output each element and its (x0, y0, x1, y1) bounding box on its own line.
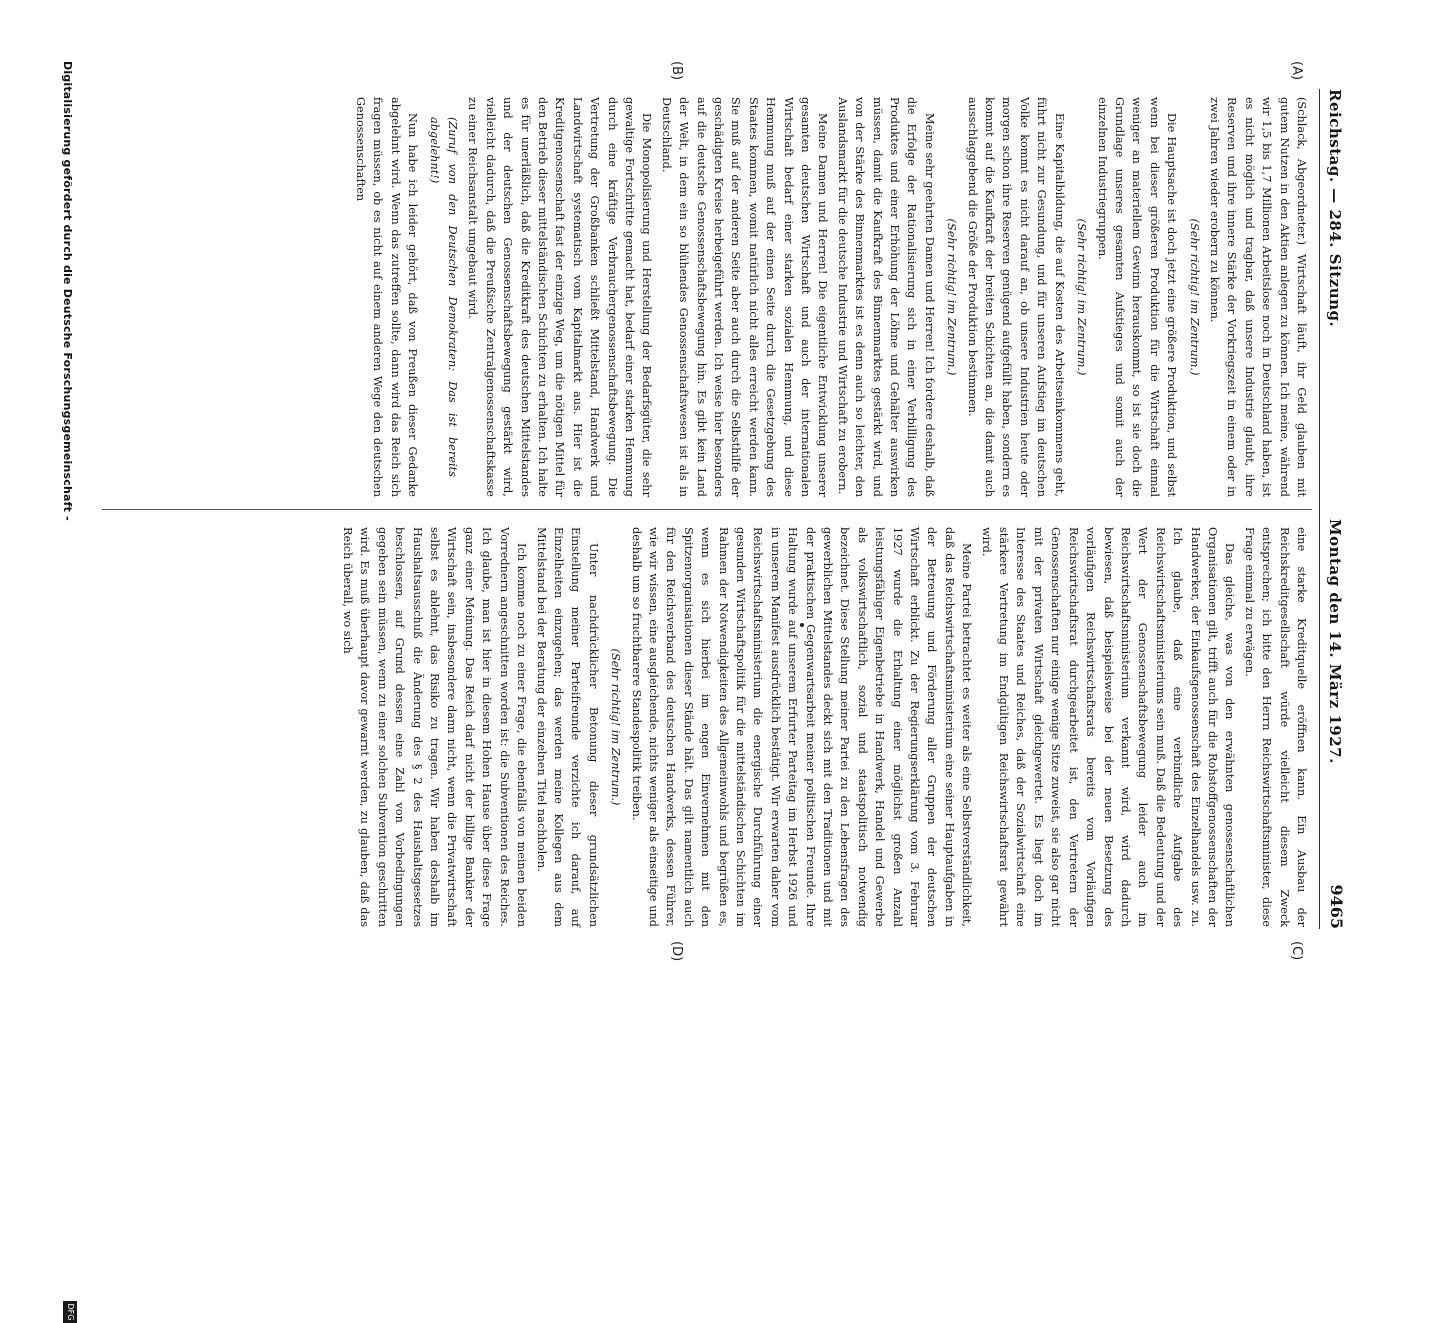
paragraph: Die Hauptsache ist doch jetzt eine größere Produktion, und selbst wenn bei dieser größeren Produktion für die Wirtschaft einmal weniger an materiellem Gewinn herauskommt, so ist sie doch die Grundlage unseres gesamten Aufstieges und somit auch der einzelnen Industriegruppen. (1095, 97, 1179, 497)
interjection: (Zuruf von den Deutschen Demokraten: Das ist bereits abgelehnt!) (428, 117, 459, 477)
margin-mark-b: (B) (669, 61, 684, 81)
paragraph: (Schlack, Abgeordneter.) Wirtschaft läuft, ihr Geld glauben mit gutem Nutzen in den Aktien anlegen zu können. Ich meine, während wir 1,5 bis 1,7 Millionen Arbeitslose noch in Deutschland haben, ist es nicht möglich und tragbar, daß unsere Industrie glaubt, ihre Reserven und ihre innere Stärke der Vorkriegszeit in einem oder in zwei Jahren wieder erobern zu können. (1207, 97, 1308, 497)
interjection: (Sehr richtig! im Zentrum.) (1187, 218, 1201, 376)
margin-mark-d: (D) (669, 941, 684, 962)
margin-mark-a: (A) (1289, 61, 1304, 81)
header-date: Montag den 14. März 1927. (1326, 519, 1344, 764)
left-column (349, 97, 1310, 497)
scanned-page (40, 23, 1374, 1321)
interjection: (Sehr richtig! im Zentrum.) (609, 648, 623, 806)
paragraph: Das gleiche, was von den erwähnten genossenschaftlichen Organisationen gilt, trifft auch für die Rohstoffgenossenschaften der Handwerker, der Einkaufsgenossenschaft des Einzelhandels usw. zu. Ich glaube, daß eine verbindliche Aufgabe des Reichswirtschaftsministeriums sein muß. Daß die Bedeutung und der Wert der Genossenschaftsbewegung leider auch im Reichswirtschaftsministerium verkannt wird, wird dadurch bewiesen, daß beispielsweise bei der neuen Besetzung des vorläufigen Reichswirtschaftsrats bereits vom Vorläufigen Reichswirtschaftsrat durchgearbeitet ist, den Vertretern der Genossenschaften nur einige wenige Sitze zuweist, sie also gar nicht mit der privaten Wirtschaft gleichgewertet. Es liegt doch im Interesse des Staates und Reiches, daß der Sozialwirtschaft eine stärkere Vertretung im Endgültigen Reichswirtschaftsrat gewährt wird. (979, 527, 1237, 927)
paragraph: Meine Partei betrachtet es weiter als eine Selbstverständlichkeit, daß das Reichswirtschaftsministerium eine seiner Hauptaufgaben in der Betreuung und Förderung aller Gruppen der deutschen Wirtschaft erblickt. Zu der Regierungserklärung vom 3. Februar 1927 wurde die Erhaltung einer möglichst großen Anzahl leistungsfähiger Eigenbetriebe in Handwerk, Handel und Gewerbe als volkswirtschaftlich, sozial und staatspolitisch notwendig bezeichnet. Diese Stellung meiner Partei zu den Lebensfragen des gewerblichen Mittelstandes deckt sich mit den Traditionen und mit der praktischen Gegenwartsarbeit meiner politischen Freunde. Ihre Haltung wurde auf unserem Erfurter Parteitag im Herbst 1926 und in unserem Manifest ausdrücklich bestätigt. Wir erwarten daher vom Reichswirtschaftsministerium die energische Durchführung einer gesunden Wirtschaftspolitik für die mittelständischen Schichten im Rahmen der Notwendigkeiten des Allgemeinwohls und begrüßen es, wenn es sich hierbei im engen Einvernehmen mit den Spitzenorganisationen dieser Stände hält. Das gilt namentlich auch für den Reichsverband des deutschen Handwerks, dessen Führer, wie wir wissen, eine ausgleichende, nichts weniger als einseitige und deshalb um so fruchtbarere Standespolitik treiben. (629, 527, 974, 927)
page-number: 9465 (1327, 884, 1346, 929)
paragraph: Meine Damen und Herren! Die eigentliche Entwicklung unserer gesamten deutschen Wirtschaft und auch der internationalen Wirtschaft bedarf einer starken sozialen Hemmung, und diese Hemmung muß auf der einen Seite durch die Gesetzgebung des Staates kommen, womit natürlich nicht alles erreicht werden kann. Sie muß auf der anderen Seite aber auch durch die Selbsthilfe der geschädigten Kreise herbeigeführt werden. Ich weise hier besonders auf die deutsche Genossenschaftsbewegung hin. Es gibt kein Land der Welt, in dem ein so blühendes Genossenschaftswesen ist als in Deutschland. (659, 97, 830, 497)
paragraph: Meine sehr geehrten Damen und Herren! Ich fordere deshalb, daß die Erfolge der Rationalisierung sich in einer Verbilligung des Produktes und einer Erhöhung der Löhne und Gehälter auswirken müssen, damit die Kaufkraft des Binnenmarktes gestärkt wird, und von der Stärke des Binnenmarktes ist es denn auch so leichter, den Auslandsmarkt für die deutsche Industrie und Wirtschaft zu erobern. (835, 97, 936, 497)
scan-speck (800, 623, 804, 627)
right-column (337, 527, 1310, 927)
dfg-logo-icon: DFG (63, 1301, 77, 1323)
header-rule (1319, 89, 1320, 929)
header-left-title: Reichstag. — 284. Sitzung. (1326, 89, 1344, 328)
paragraph: eine starke Kreditquelle eröffnen kann. Ein Ausbau der Reichskreditgesellschaft würde vielleicht diesem Zweck entsprechen; ich bitte den Herrn Reichswirtschaftsminister, diese Frage einmal zu erwägen. (1242, 527, 1308, 927)
paragraph: Ich komme noch zu einer Frage, die ebenfalls von meinen beiden Vorrednern angeschnitten worden ist: die Subventionen des Reiches. Ich glaube, man ist hier in diesem Hohen Hause über diese Frage ganz einer Meinung. Das Reich darf nicht der billige Bankier der Wirtschaft sein, insbesondere dann nicht, wenn die Privatwirtschaft selbst es ablehnt, das Risiko zu tragen. Wir haben deshalb im Haushaltsausschuß die Änderung des § 2 des Haushaltsgesetzes beschlossen, auf Grund dessen eine Zahl von Vorbedingungen gegeben sein müssen, wenn zu einer solchen Subvention geschritten wird. Es muß überhaupt davor gewarnt werden, zu glauben, daß das Reich überall, wo sich (341, 527, 529, 927)
paragraph: Die Monopolisierung und Herstellung der Bedarfsgüter, die sehr gewaltige Fortschritte gemacht hat, bedarf einer starken Hemmung durch eine kräftige Verbrauchergenossenschaftsbewegung. Die Vertretung der Großbanken schließt Mittelstand, Handwerk und Landwirtschaft systematisch vom Kapitalmarkt aus. Hier ist die Kreditgenossenschaft fast der einzige Weg, um die nötigen Mittel für den Betrieb dieser mittelständischen Schichten zu erhalten. Ich halte es für unerläßlich, daß die Kreditkraft des deutschen Mittelstandes und der deutschen Genossenschaftsbewegung gestärkt wird, vielleicht dadurch, daß die Preußische Zentralgenossenschaftskasse zu einer Reichsanstalt umgebaut wird. (466, 97, 654, 497)
digitization-credit: Digitalisierung gefördert durch die Deutsche Forschungsgemeinschaft - (61, 61, 74, 521)
paragraph: Nun habe ich leider gehört, daß von Preußen dieser Gedanke abgelehnt wird. Wenn das zutreffen sollte, dann wird das Reich sich fragen müssen, ob es nicht auf einem anderen Wege den deutschen Genossenschaften (353, 97, 420, 497)
interjection: (Sehr richtig! im Zentrum.) (945, 218, 959, 376)
column-divider (102, 509, 1312, 510)
interjection: (Sehr richtig! im Zentrum.) (1075, 218, 1089, 376)
paragraph: Eine Kapitalbildung, die auf Kosten des Arbeitseinkommens geht, führt nicht zur Gesundung, und für unseren Aufstieg im deutschen Volke kommt es nicht darauf an, ob unsere Industrien heute oder morgen schon ihre Reserven genügend aufgefüllt haben, sondern es kommt auf die Kaufkraft der breiten Schichten an, die damit auch ausschlaggebend die Größe der Produktion bestimmen. (965, 97, 1066, 497)
paragraph: Unter nachdrücklicher Betonung dieser grundsätzlichen Einstellung meiner Parteifreunde verzichte ich darauf, auf Einzelheiten einzugehen; das werden meine Kollegen aus dem Mittelstand bei der Beratung der einzelnen Titel nachholen. (534, 527, 600, 927)
page-header (1316, 89, 1356, 929)
margin-mark-c: (C) (1289, 941, 1304, 961)
